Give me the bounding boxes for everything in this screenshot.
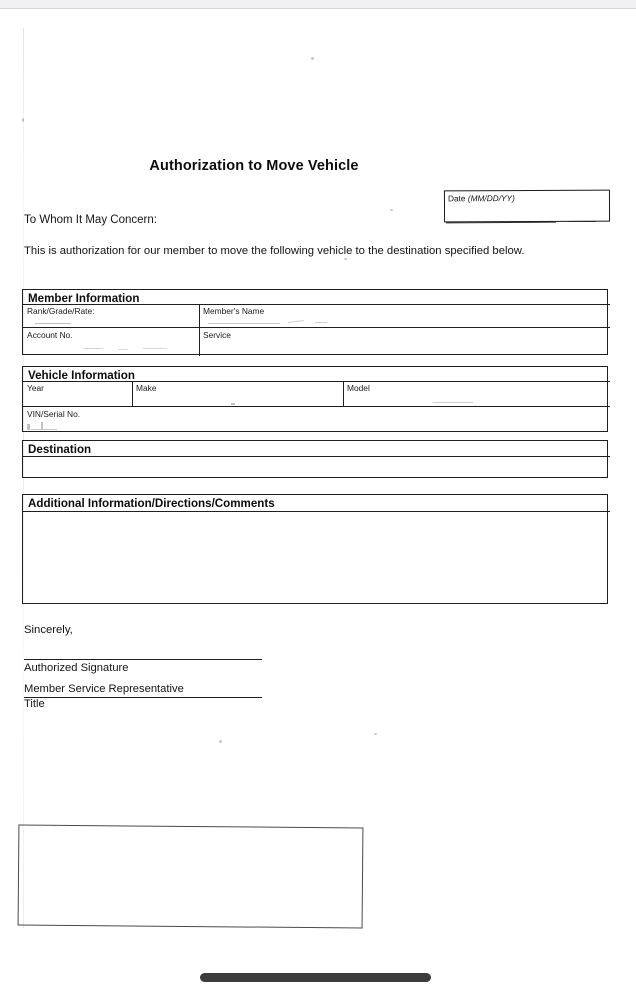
body-paragraph: This is authorization for our member to move the following vehicle to the destination specified below. xyxy=(24,245,525,257)
additional-heading-divider xyxy=(22,511,610,512)
scanned-page xyxy=(0,10,636,970)
field-label-year: Year xyxy=(27,383,44,393)
salutation: To Whom It May Concern: xyxy=(24,214,157,226)
additional-information-heading: Additional Information/Directions/Comments xyxy=(28,497,275,510)
vehicle-column-divider-2 xyxy=(343,381,344,406)
scan-speck xyxy=(22,118,24,122)
scan-smudge xyxy=(41,422,43,429)
destination-heading-divider xyxy=(22,456,610,457)
closing-text: Sincerely, xyxy=(24,624,73,636)
member-heading-divider xyxy=(22,304,610,305)
field-label-member-name: Member's Name xyxy=(203,306,265,316)
date-handwriting-line-2 xyxy=(568,221,596,222)
vehicle-heading-divider xyxy=(22,381,610,382)
scan-smudge xyxy=(315,322,327,323)
destination-heading: Destination xyxy=(28,443,92,456)
date-field-box[interactable] xyxy=(444,190,610,223)
additional-information-section xyxy=(22,494,608,604)
scan-smudge xyxy=(433,402,473,403)
bottom-empty-box[interactable] xyxy=(18,824,364,928)
destination-section xyxy=(22,440,608,478)
authorized-signature-line[interactable] xyxy=(24,659,262,660)
scan-smudge xyxy=(35,323,71,324)
status-bar xyxy=(0,0,636,9)
scan-smudge xyxy=(31,429,57,430)
date-handwriting-line xyxy=(446,222,556,224)
member-column-divider xyxy=(199,304,200,356)
field-label-make: Make xyxy=(136,383,157,393)
scan-smudge xyxy=(288,320,304,323)
member-information-section xyxy=(22,289,608,355)
field-label-account-no: Account No. xyxy=(27,330,73,340)
home-indicator[interactable] xyxy=(200,973,431,982)
scan-speck xyxy=(311,57,314,60)
scan-smudge xyxy=(231,403,235,405)
scan-smudge xyxy=(83,348,103,349)
scan-smudge xyxy=(143,348,167,349)
scan-smudge xyxy=(27,424,30,430)
page-title: Authorization to Move Vehicle xyxy=(149,158,359,174)
scan-speck xyxy=(374,733,377,735)
vehicle-column-divider-1 xyxy=(132,381,133,406)
vehicle-row-divider xyxy=(22,406,610,407)
vehicle-information-section xyxy=(22,366,608,432)
authorized-signature-label: Authorized Signature xyxy=(24,662,129,674)
field-label-service: Service xyxy=(203,330,231,340)
scan-speck xyxy=(344,258,347,260)
representative-line[interactable] xyxy=(24,697,262,698)
member-row-divider xyxy=(22,327,610,328)
vehicle-information-heading: Vehicle Information xyxy=(28,369,135,382)
representative-label: Member Service Representative xyxy=(24,683,184,695)
member-information-heading: Member Information xyxy=(28,292,140,305)
date-field-label: Date (MM/DD/YY) xyxy=(447,193,515,204)
title-label: Title xyxy=(24,698,45,710)
scan-smudge xyxy=(118,349,128,350)
scan-smudge xyxy=(208,323,280,324)
scan-speck xyxy=(219,740,222,743)
field-label-rank: Rank/Grade/Rate: xyxy=(27,306,95,316)
field-label-model: Model xyxy=(347,383,370,393)
field-label-vin: VIN/Serial No. xyxy=(27,409,81,419)
scan-speck xyxy=(390,209,393,211)
